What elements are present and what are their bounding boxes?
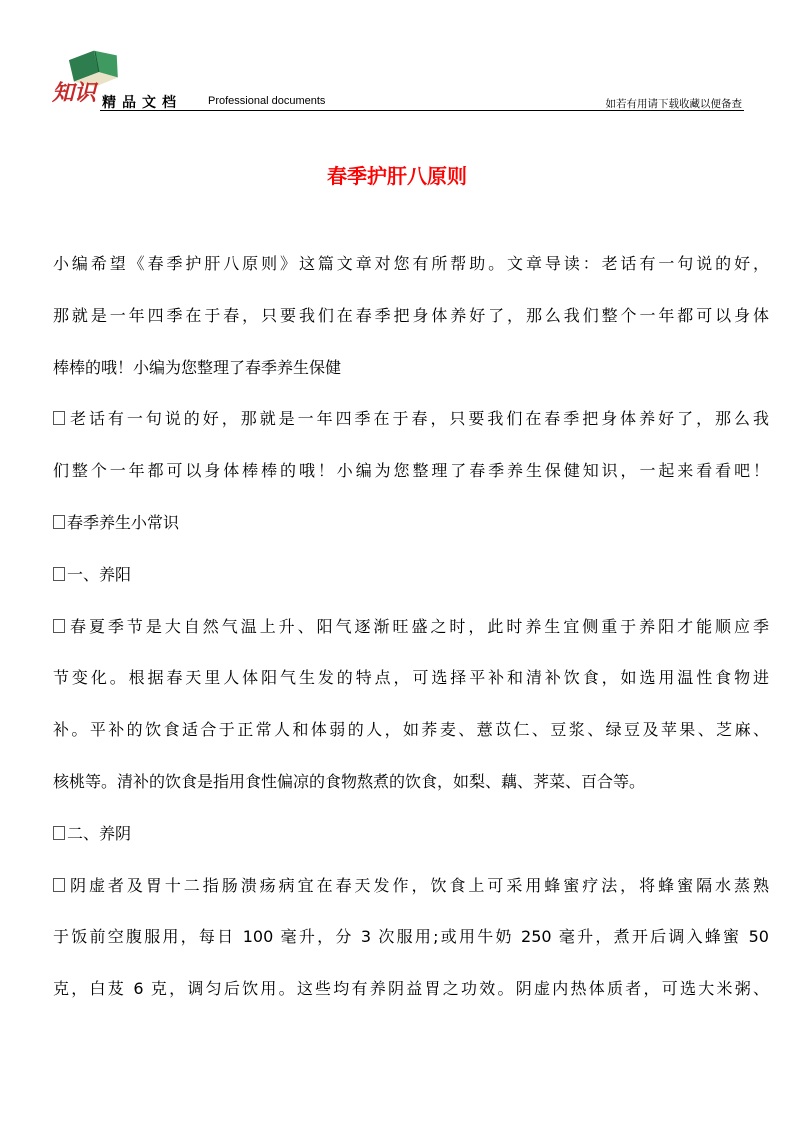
text-line-content: 一、养阳 (67, 564, 132, 584)
text-line (53, 349, 769, 401)
text-line (53, 815, 769, 867)
text-line-content: 们整个一年都可以身体棒棒的哦！小编为您整理了春季养生保健知识，一起来看看吧！ (53, 461, 769, 481)
text-line-content: 二、养阴 (67, 823, 132, 843)
text-line-content: 春季养生小常识 (67, 512, 180, 532)
text-line (53, 452, 769, 504)
header-note: 如若有用请下载收藏以便备查 (605, 98, 742, 110)
article-body (53, 245, 769, 1022)
text-line (53, 918, 769, 970)
text-line (53, 867, 769, 919)
text-line-content: 小编希望《春季护肝八原则》这篇文章对您有所帮助。文章导读：老话有一句说的好， (53, 254, 769, 273)
text-line-content: 节变化。根据春天里人体阳气生发的特点，可选择平补和清补饮食，如选用温性食物进 (53, 668, 769, 688)
text-line (53, 711, 769, 763)
text-line-content: 克，白芨 6 克，调匀后饮用。这些均有养阴益胃之功效。阴虚内热体质者，可选大米粥、 (53, 979, 769, 999)
text-line (53, 763, 769, 815)
header-divider (100, 110, 744, 111)
text-line (53, 400, 769, 452)
text-line (53, 245, 769, 297)
text-line (53, 659, 769, 711)
text-line-content: 补。平补的饮食适合于正常人和体弱的人，如荞麦、薏苡仁、豆浆、绿豆及苹果、芝麻、 (53, 720, 769, 740)
missing-glyph-box-icon (53, 567, 65, 581)
text-line (53, 608, 769, 660)
text-line-content: 老话有一句说的好，那就是一年四季在于春，只要我们在春季把身体养好了，那么我 (67, 409, 769, 429)
text-line (53, 970, 769, 1022)
missing-glyph-box-icon (53, 826, 65, 840)
page-header (50, 50, 744, 112)
text-line-content: 阴虚者及胃十二指肠溃疡病宜在春天发作，饮食上可采用蜂蜜疗法，将蜂蜜隔水蒸熟 (67, 875, 769, 895)
missing-glyph-box-icon (53, 619, 65, 633)
brand-subtitle: Professional documents (208, 95, 326, 107)
missing-glyph-box-icon (53, 878, 65, 892)
text-line (53, 297, 769, 349)
missing-glyph-box-icon (53, 515, 65, 529)
text-line-content: 那就是一年四季在于春，只要我们在春季把身体养好了，那么我们整个一年都可以身体 (53, 305, 769, 325)
missing-glyph-box-icon (53, 411, 65, 425)
text-line-content: 春夏季节是大自然气温上升、阳气逐渐旺盛之时，此时养生宜侧重于养阳才能顺应季 (67, 616, 769, 636)
text-line-content: 于饭前空腹服用，每日 100 毫升，分 3 次服用;或用牛奶 250 毫升，煮开后调入蜂蜜 50 (53, 927, 769, 947)
page-title: 春季护肝八原则 (327, 164, 467, 188)
text-line (53, 504, 769, 556)
text-line-content: 核桃等。清补的饮食是指用食性偏凉的食物熬煮的饮食，如梨、藕、荠菜、百合等。 (53, 771, 646, 791)
text-line (53, 556, 769, 608)
svg-text:知识: 知识 (52, 80, 97, 106)
brand-title: 精品文档 (102, 95, 182, 111)
text-line-content: 棒棒的哦！小编为您整理了春季养生保健 (53, 357, 342, 377)
